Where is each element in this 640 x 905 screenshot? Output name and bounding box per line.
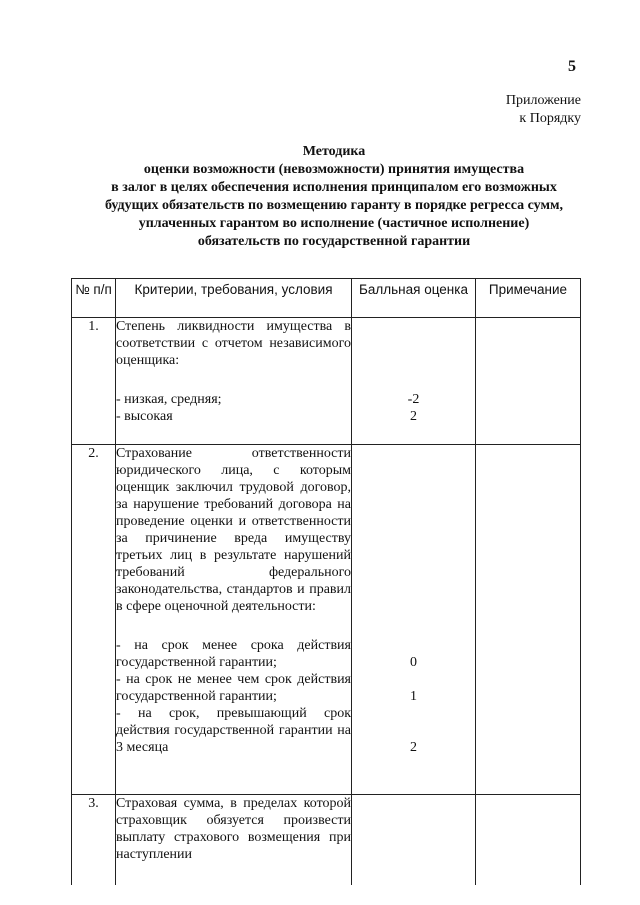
table-row bbox=[72, 318, 581, 445]
title-line-4: будущих обязательств по возмещению гаранту в порядке регресса сумм, bbox=[104, 198, 564, 213]
appendix-line-1: Приложение bbox=[505, 93, 581, 108]
score-value: 1 bbox=[410, 689, 417, 704]
score-cell bbox=[352, 795, 476, 886]
title-line-6: обязательств по государственной гарантии bbox=[197, 234, 471, 249]
note-cell bbox=[476, 445, 581, 795]
table-row bbox=[72, 445, 581, 795]
table-header-row bbox=[72, 279, 581, 318]
criteria-option: - низкая, средняя; bbox=[116, 392, 222, 407]
table-row bbox=[72, 795, 581, 886]
header-note: Примечание bbox=[476, 279, 581, 318]
note-cell bbox=[476, 795, 581, 886]
score-value: 0 bbox=[410, 655, 417, 670]
criteria-cell bbox=[116, 445, 352, 795]
title-line-3: в залог в целях обеспечения исполнения принципалом его возможных bbox=[111, 180, 557, 195]
criteria-cell bbox=[116, 318, 352, 445]
title-line-2: оценки возможности (невозможности) принятия имущества bbox=[143, 162, 525, 177]
criteria-intro: Страховая сумма, в пределах которой страховщик обязуется произвести выплату страхового возмещения при наступлении bbox=[116, 796, 351, 862]
row-number: 2. bbox=[72, 445, 116, 795]
score-cell bbox=[352, 318, 476, 445]
criteria-option: - на срок не менее чем срок действия государственной гарантии; bbox=[116, 672, 351, 704]
note-cell bbox=[476, 318, 581, 445]
criteria-option: - на срок, превышающий срок действия государственной гарантии на 3 месяца bbox=[116, 706, 351, 755]
page-number: 5 bbox=[568, 58, 576, 75]
score-value: 2 bbox=[410, 740, 417, 755]
criteria-cell bbox=[116, 795, 352, 886]
appendix-line-2: к Порядку bbox=[519, 111, 581, 126]
criteria-intro: Страхование ответственности юридического лица, с которым оценщик заключил трудовой договор, за нарушение требований договора на проведение оценки и ответственности за причинение вреда имуществу третьих лиц в результате нарушений требований федерального законодательства, стандартов и правил в сфере оценочной деятельности: bbox=[116, 446, 351, 614]
row-number: 3. bbox=[72, 795, 116, 886]
header-criteria: Критерии, требования, условия bbox=[116, 279, 352, 318]
row-number: 1. bbox=[72, 318, 116, 445]
criteria-intro: Степень ликвидности имущества в соответствии с отчетом независимого оценщика: bbox=[116, 319, 351, 368]
title-line-1: Методика bbox=[302, 144, 366, 159]
header-number: № п/п bbox=[72, 279, 116, 318]
title-line-5: уплаченных гарантом во исполнение (частичное исполнение) bbox=[138, 216, 530, 231]
score-value: 2 bbox=[410, 409, 417, 424]
criteria-option: - высокая bbox=[116, 409, 173, 424]
appendix-label bbox=[506, 92, 581, 128]
criteria-table bbox=[71, 278, 581, 885]
score-value: -2 bbox=[407, 392, 420, 407]
criteria-option: - на срок менее срока действия государственной гарантии; bbox=[116, 638, 351, 670]
header-score: Балльная оценка bbox=[352, 279, 476, 318]
score-cell bbox=[352, 445, 476, 795]
document-title bbox=[74, 143, 594, 251]
